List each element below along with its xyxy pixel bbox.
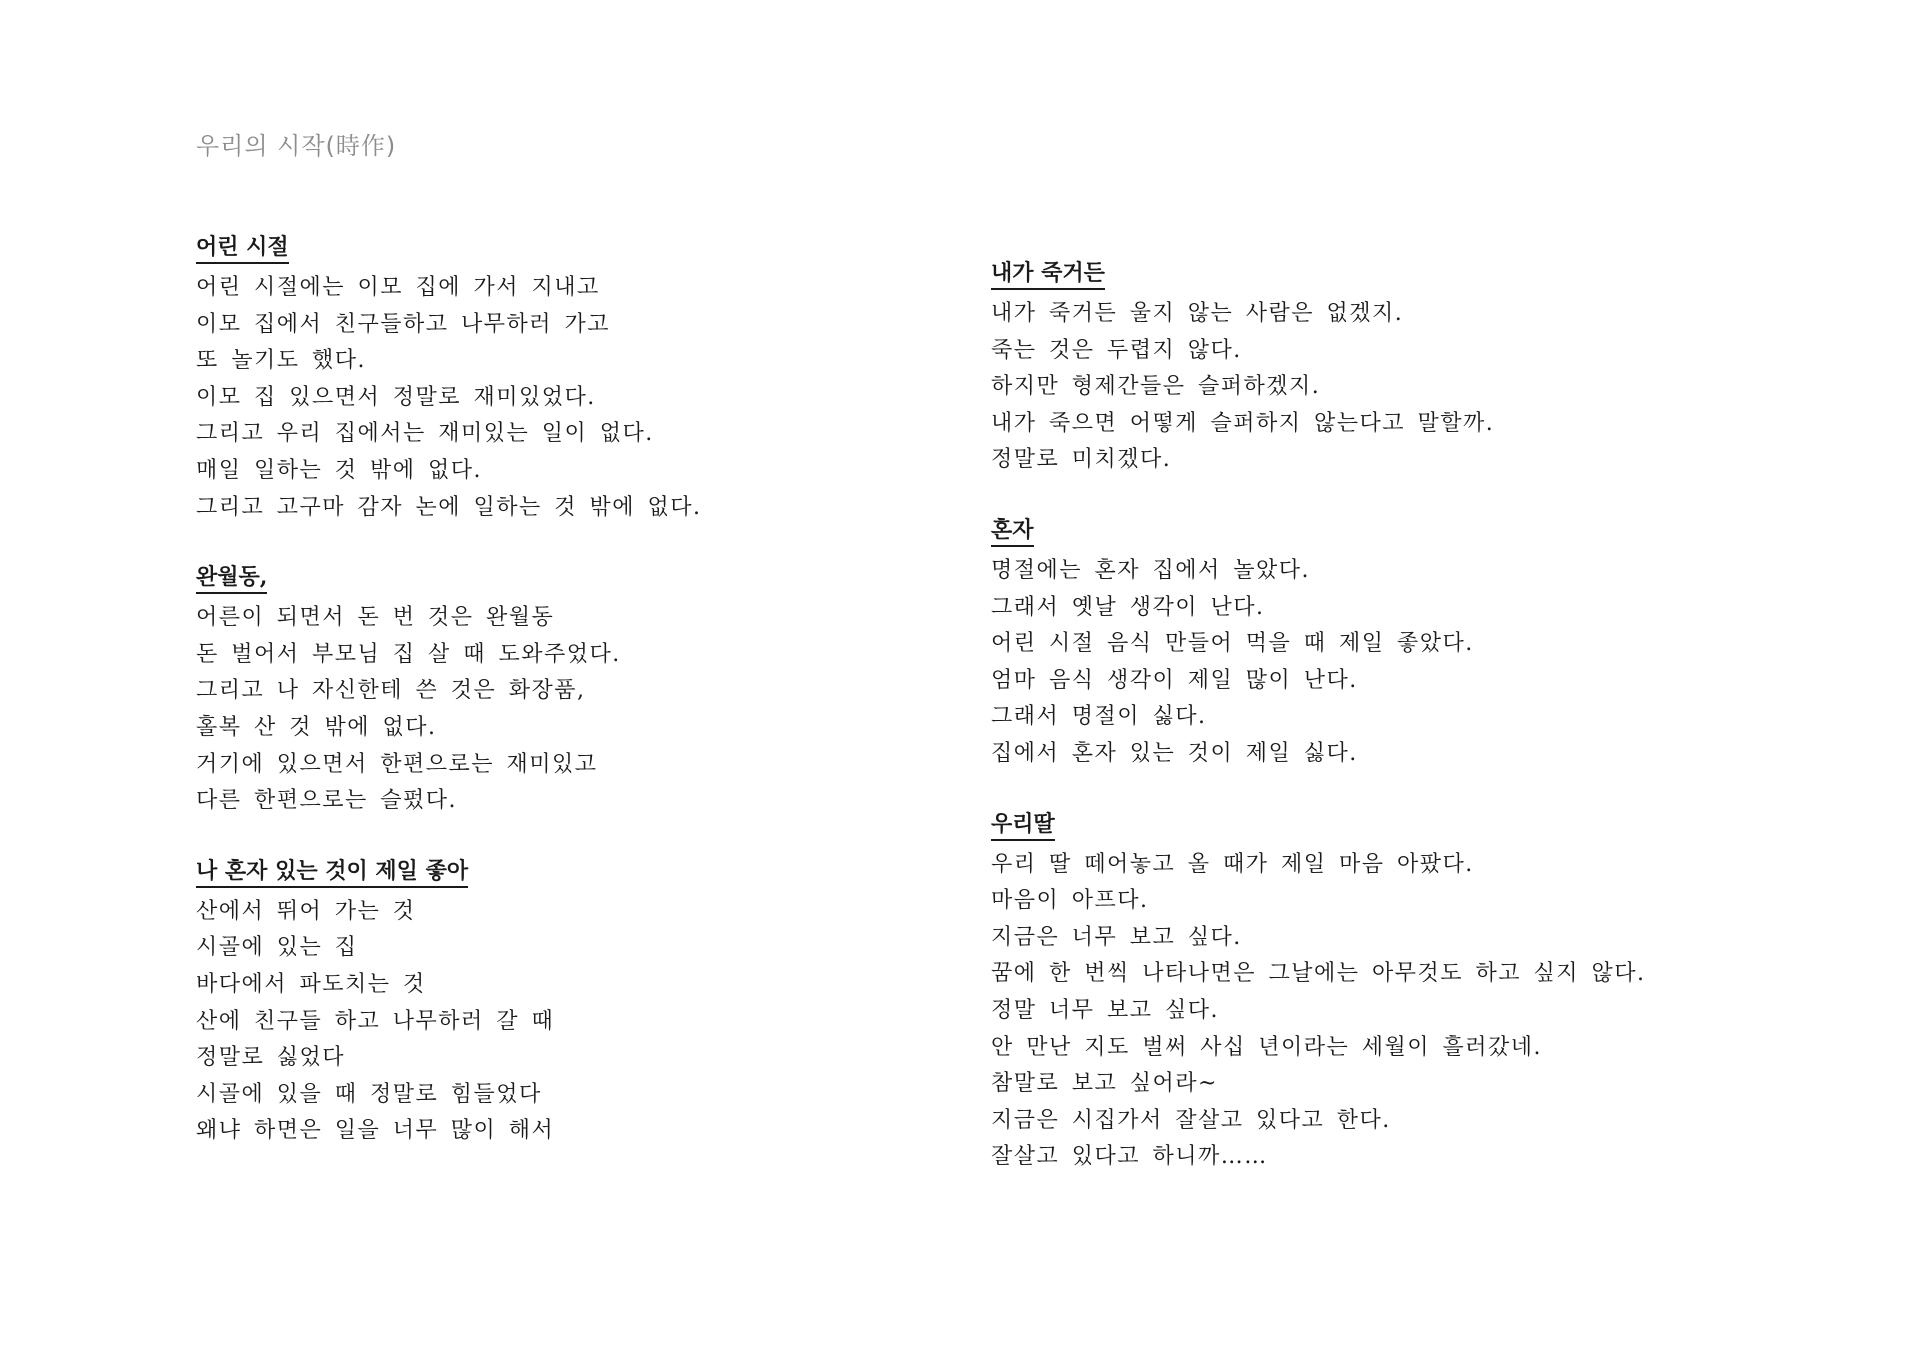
poem-section xyxy=(991,258,1751,479)
poem-line: 지금은 너무 보고 싶다. xyxy=(991,924,1242,950)
poem-title: 나 혼자 있는 것이 제일 좋아 xyxy=(196,856,468,888)
poem-line: 지금은 시집가서 잘살고 있다고 한다. xyxy=(991,1107,1391,1133)
poem-line: 우리 딸 떼어놓고 올 때가 제일 마음 아팠다. xyxy=(991,851,1474,877)
poem-line: 왜냐 하면은 일을 너무 많이 해서 xyxy=(196,1118,555,1144)
poem-line: 정말로 미치겠다. xyxy=(991,447,1172,473)
poem-line: 그리고 나 자신한테 쓴 것은 화장품, xyxy=(196,678,586,704)
poem-line: 명절에는 혼자 집에서 놀았다. xyxy=(991,557,1310,583)
poem-title: 혼자 xyxy=(991,515,1034,547)
poem-line: 그래서 옛날 생각이 난다. xyxy=(991,594,1265,620)
poem-title: 어린 시절 xyxy=(196,232,289,264)
poem-line: 시골에 있을 때 정말로 힘들었다 xyxy=(196,1081,542,1107)
poem-section xyxy=(991,515,1751,773)
poem-line: 안 만난 지도 벌써 사십 년이라는 세월이 흘러갔네. xyxy=(991,1034,1542,1060)
poem-line: 어른이 되면서 돈 번 것은 완월동 xyxy=(196,605,555,631)
poem-section xyxy=(196,856,956,1150)
poem-line: 내가 죽거든 울지 않는 사람은 없겠지. xyxy=(991,301,1404,326)
right-column xyxy=(991,258,1751,1212)
poem-line: 꿈에 한 번씩 나타나면은 그날에는 아무것도 하고 싶지 않다. xyxy=(991,961,1646,987)
poem-line: 엄마 음식 생각이 제일 많이 난다. xyxy=(991,667,1358,693)
left-column xyxy=(196,232,956,1186)
poem-line: 어린 시절 음식 만들어 먹을 때 제일 좋았다. xyxy=(991,631,1474,657)
poem-line: 홀복 산 것 밖에 없다. xyxy=(196,714,437,740)
poem-line: 시골에 있는 집 xyxy=(196,935,358,961)
poem-line: 마음이 아프다. xyxy=(991,888,1149,914)
poem-line: 내가 죽으면 어떻게 슬퍼하지 않는다고 말할까. xyxy=(991,410,1495,436)
poem-line: 바다에서 파도치는 것 xyxy=(196,971,426,997)
poem-line: 집에서 혼자 있는 것이 제일 싫다. xyxy=(991,740,1358,766)
poem-section xyxy=(196,562,956,820)
poem-line: 죽는 것은 두렵지 않다. xyxy=(991,337,1242,363)
poem-line: 산에서 뛰어 가는 것 xyxy=(196,898,416,924)
poem-lines xyxy=(196,894,956,1150)
poem-line: 다른 한편으로는 슬펐다. xyxy=(196,788,458,814)
poem-line: 어린 시절에는 이모 집에 가서 지내고 xyxy=(196,275,600,300)
poem-section xyxy=(991,809,1751,1176)
poem-line: 참말로 보고 싶어라~ xyxy=(991,1071,1218,1097)
poem-line: 매일 일하는 것 밖에 없다. xyxy=(196,457,482,483)
poem-lines xyxy=(196,600,956,820)
poem-line: 이모 집 있으면서 정말로 재미있었다. xyxy=(196,384,596,410)
poem-line: 잘살고 있다고 하니까…… xyxy=(991,1144,1268,1170)
poem-line: 또 놀기도 했다. xyxy=(196,348,366,374)
poem-title: 완월동, xyxy=(196,562,267,594)
poem-line: 그리고 우리 집에서는 재미있는 일이 없다. xyxy=(196,421,654,447)
poem-lines xyxy=(991,553,1751,773)
poem-line: 정말로 싫었다 xyxy=(196,1045,346,1071)
poem-line: 정말 너무 보고 싶다. xyxy=(991,997,1219,1023)
page-title: 우리의 시작(時作) xyxy=(196,132,397,160)
poem-line: 그래서 명절이 싫다. xyxy=(991,704,1207,730)
poem-title: 내가 죽거든 xyxy=(991,258,1105,290)
poem-lines xyxy=(991,847,1751,1176)
poem-line: 하지만 형제간들은 슬퍼하겠지. xyxy=(991,374,1321,400)
poem-title: 우리딸 xyxy=(991,809,1055,841)
poem-line: 산에 친구들 하고 나무하러 갈 때 xyxy=(196,1008,555,1034)
poem-line: 이모 집에서 친구들하고 나무하러 가고 xyxy=(196,311,611,337)
poem-line: 거기에 있으면서 한편으로는 재미있고 xyxy=(196,751,598,777)
poem-line: 돈 벌어서 부모님 집 살 때 도와주었다. xyxy=(196,641,621,667)
poem-lines xyxy=(196,270,956,526)
poem-lines xyxy=(991,296,1751,479)
poem-line: 그리고 고구마 감자 논에 일하는 것 밖에 없다. xyxy=(196,494,702,520)
poem-section xyxy=(196,232,956,526)
